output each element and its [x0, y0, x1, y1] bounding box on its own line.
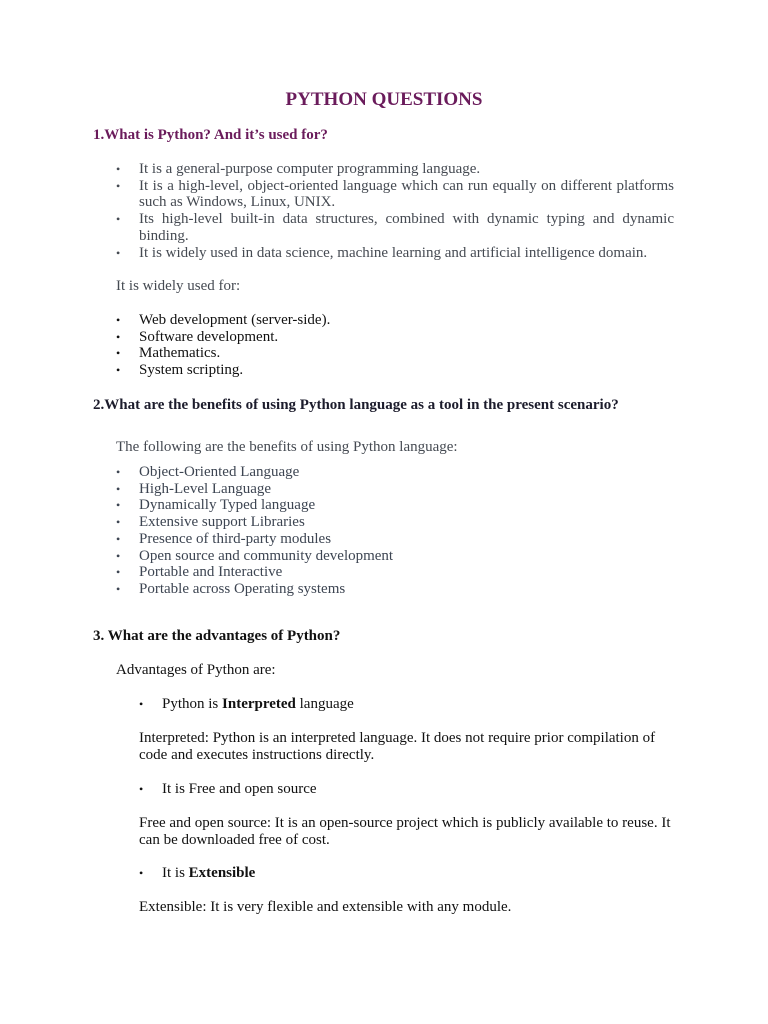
bullet-icon: •: [116, 465, 121, 479]
list-item: • It is a general-purpose computer programming language.: [116, 161, 481, 177]
list-item: • Presence of third-party modules: [116, 530, 332, 547]
uses-list: [116, 312, 674, 379]
advantage-free-open-source: • It is Free and open source: [139, 781, 317, 797]
list-item: • High-Level Language: [116, 480, 272, 497]
bullet-icon: •: [139, 866, 144, 880]
bullet-icon: •: [139, 697, 144, 711]
list-item: • Object-Oriented Language: [116, 464, 300, 480]
page-title: PYTHON QUESTIONS: [285, 89, 483, 110]
bullet-icon: •: [116, 212, 121, 227]
uses-intro-text: It is widely used for:: [116, 278, 241, 294]
bullet-icon: •: [116, 515, 121, 530]
bullet-icon: •: [116, 498, 121, 513]
bullet-icon: •: [116, 548, 121, 563]
interpreted-description: Interpreted: Python is an interpreted language. It does not require prior compilation of code and executes instructions directly.: [139, 730, 656, 763]
bullet-icon: •: [116, 313, 121, 327]
list-item: • Software development.: [116, 328, 279, 345]
bullet-icon: •: [116, 565, 121, 580]
bullet-icon: •: [116, 581, 121, 596]
bullet-icon: •: [116, 162, 121, 176]
bullet-icon: •: [116, 363, 121, 378]
advantage-interpreted: • Python is Interpreted language: [139, 696, 354, 712]
list-item: • System scripting.: [116, 362, 244, 379]
advantages-intro-text: Advantages of Python are:: [116, 662, 276, 678]
advantage-extensible: • It is Extensible: [139, 865, 256, 881]
bullet-icon: •: [116, 481, 121, 496]
bullet-icon: •: [116, 346, 121, 361]
benefits-list: [116, 464, 674, 598]
list-item: • It is a high-level, object-oriented language which can run equally on different platforms such as Windows, Linux, UNIX.: [116, 177, 674, 211]
question-2-heading: 2.What are the benefits of using Python language as a tool in the present scenario?: [93, 397, 619, 413]
benefits-intro-text: The following are the benefits of using Python language:: [116, 439, 458, 455]
list-item: • Web development (server-side).: [116, 312, 331, 328]
question-1-definition-list: [116, 161, 674, 261]
list-item: • Open source and community development: [116, 547, 394, 564]
list-item: • Its high-level built-in data structures, combined with dynamic typing and dynamic binding.: [116, 211, 674, 244]
bullet-icon: •: [116, 178, 121, 193]
bullet-icon: •: [116, 531, 121, 546]
question-3-heading: 3. What are the advantages of Python?: [93, 628, 341, 644]
list-item: • Portable across Operating systems: [116, 580, 346, 597]
extensible-description: Extensible: It is very flexible and extensible with any module.: [139, 899, 512, 915]
list-item: • It is widely used in data science, machine learning and artificial intelligence domain.: [116, 244, 648, 261]
list-item: • Portable and Interactive: [116, 564, 283, 581]
list-item: • Dynamically Typed language: [116, 497, 316, 514]
bullet-icon: •: [116, 245, 121, 260]
bullet-icon: •: [139, 782, 144, 796]
free-open-source-description: Free and open source: It is an open-source project which is publicly available to reuse. It can be downloaded free of cost.: [139, 815, 671, 848]
bullet-icon: •: [116, 329, 121, 344]
list-item: • Mathematics.: [116, 345, 221, 362]
question-1-heading: 1.What is Python? And it’s used for?: [93, 127, 328, 143]
list-item: • Extensive support Libraries: [116, 514, 305, 531]
